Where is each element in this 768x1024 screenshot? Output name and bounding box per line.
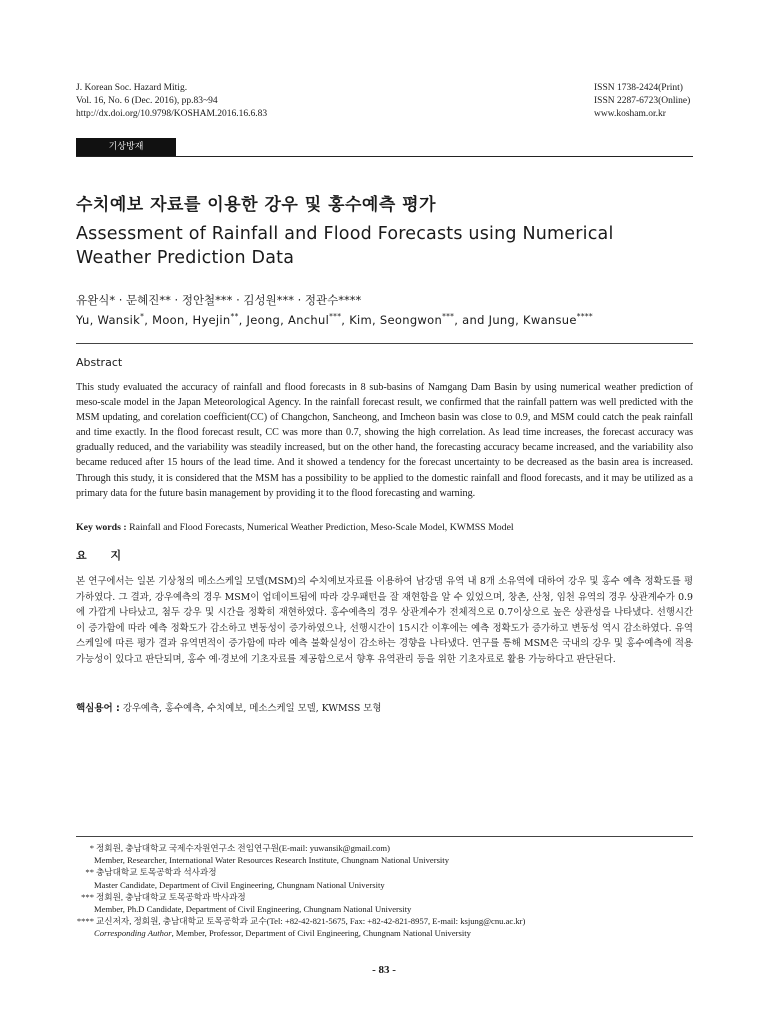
footnote-en: Member, Ph.D Candidate, Department of Civil Engineering, Chungnam National University — [94, 904, 412, 915]
footnote-en: Member, Researcher, International Water Resources Research Institute, Chungnam National University — [94, 855, 449, 866]
author-name: and Jung, Kwansue — [462, 312, 577, 327]
section-bar — [76, 138, 693, 157]
author-mark: **** — [576, 312, 593, 321]
author-mark: ** — [230, 312, 239, 321]
title-english-line: Weather Prediction Data — [76, 248, 295, 268]
journal-line: J. Korean Soc. Hazard Mitig. — [76, 83, 188, 93]
journal-info — [76, 82, 267, 121]
title-english-line: Assessment of Rainfall and Flood Forecasts using Numerical — [76, 224, 614, 244]
keywords-korean — [76, 700, 693, 714]
issn-line: ISSN 1738-2424(Print) — [594, 83, 683, 93]
author-mark: *** — [442, 312, 455, 321]
keywords-korean-label: 핵심용어 : — [76, 703, 120, 714]
keywords-label: Key words : — [76, 522, 127, 533]
footnote-en: Master Candidate, Department of Civil Engineering, Chungnam National University — [94, 879, 385, 890]
title-korean: 수치예보 자료를 이용한 강우 및 홍수예측 평가 — [76, 195, 437, 215]
footnote-ko: ** 충남대학교 토목공학과 석사과정 — [85, 867, 217, 878]
abstract-text: This study evaluated the accuracy of rainfall and flood forecasts in 8 sub-basins of Namgang Dam Basin by using numerical weather prediction of meso-scale model in the Japan Meteorological Agency. In the rainfall forecast result, we confirmed that the rainfall pattern was well predicted with the MSM updating, and corelation coefficient(CC) of Changchon, Sancheong, and Imcheon basin was close to 0.9, and MSM could catch the peak rainfall and time exactly. In the flood forecast result, CC was more than 0.7, showing the high correlation. As lead time increases, the forecast accuracy was gradually reduced, and the variability was steadily increased, but on the other hand, the forecasting accuracy became increased, and the variability also became reduced after 15 hours of the lead time. And it showed a tendency for the forecast uncertainty to be decreased as the basin area is increased. Through this study, it is considered that the MSM has a possibility to be applied to the domestic rainfall and flood forecasts, and it may be utilized as a primary data for the future basin management by providing it to the flood forecasting and warning. — [76, 382, 693, 499]
keywords-korean-text: 강우예측, 홍수예측, 수치예보, 메소스케일 모델, KWMSS 모형 — [122, 703, 382, 714]
page-number: - 83 - — [372, 964, 396, 976]
journal-line: Vol. 16, No. 6 (Dec. 2016), pp.83~94 — [76, 96, 218, 106]
author-name: Yu, Wansik — [76, 312, 141, 327]
korean-summary-text: 본 연구에서는 일본 기상청의 메소스케일 모델(MSM)의 수치예보자료를 이용하여 남강댐 유역 내 8개 소유역에 대하여 강우 및 홍수 예측 정확도를 평가하였다. 그 결과, 강우예측의 경우 MSM이 업데이트됨에 따라 강우패턴을 잘 재현함을 알 수 있었으며, 창촌, 산청, 임천 유역의 경우 상관계수가 0.9에 가깝게 나타났고, 첨두 강우 및 시간을 정확히 재현하였다. 홍수예측의 경우 상관계수가 전체적으로 0.7이상으로 높은 상관성을 나타냈다. 선행시간이 증가함에 따라 예측 정확도가 감소하고 변동성이 증가하였으나, 선행시간이 15시간 이후에는 예측 정확도가 증가하고 변동성 역시 감소하였다. 유역 스케일에 따른 평가 결과 유역면적이 증가함에 따라 예측 불확실성이 감소하는 경향을 나타냈다. 연구를 통해 MSM은 국내의 강우 및 홍수예측에 적용가능성이 있다고 판단되며, 홍수 예·경보에 기초자료를 제공함으로서 향후 유역관리 등을 위한 기초자료로 활용 가능하다고 판단된다. — [76, 576, 693, 665]
footnote-ko: *** 정회원, 충남대학교 토목공학과 박사과정 — [81, 891, 246, 902]
issn-line: ISSN 2287-6723(Online) — [594, 96, 691, 106]
issn-info — [594, 82, 690, 121]
title-english — [76, 222, 696, 270]
authors-english: Yu, Wansik*, Moon, Hyejin**, Jeong, Anchul***, Kim, Seongwon***, and Jung, Kwansue**** — [76, 312, 593, 327]
author-mark: *** — [329, 312, 342, 321]
author-name: Kim, Seongwon — [349, 312, 443, 327]
keywords — [76, 521, 693, 534]
footnote-divider — [76, 836, 693, 837]
author-name: Moon, Hyejin — [152, 312, 231, 327]
footnote-ko: * 정회원, 충남대학교 국제수자원연구소 전임연구원(E-mail: yuwansik@gmail.com) — [89, 843, 390, 853]
authors-korean: 유완식* · 문혜진** · 정안철*** · 김성원*** · 정관수**** — [76, 293, 362, 307]
abstract-heading: Abstract — [76, 356, 123, 369]
keywords-text: Rainfall and Flood Forecasts, Numerical Weather Prediction, Meso-Scale Model, KWMSS Model — [129, 522, 514, 533]
corresponding-author-label: Corresponding Author — [94, 928, 172, 939]
author-mark: * — [140, 312, 145, 321]
korean-summary-heading: 요 지 — [76, 549, 132, 562]
footnotes — [76, 842, 693, 940]
section-tag: 기상방재 — [76, 138, 176, 156]
author-name: Jeong, Anchul — [246, 312, 330, 327]
website-link[interactable]: www.kosham.or.kr — [594, 109, 666, 119]
footnote-ko: **** 교신저자, 정회원, 충남대학교 토목공학과 교수(Tel: +82-42-821-5675, Fax: +82-42-821-8957, E-mail: ksjung@cnu.ac.kr) — [76, 916, 526, 927]
doi-link[interactable]: http://dx.doi.org/10.9798/KOSHAM.2016.16.6.83 — [76, 109, 268, 119]
divider — [76, 343, 693, 344]
footnote-en: Corresponding Author, Member, Professor, Department of Civil Engineering, Chungnam National University — [94, 928, 471, 939]
